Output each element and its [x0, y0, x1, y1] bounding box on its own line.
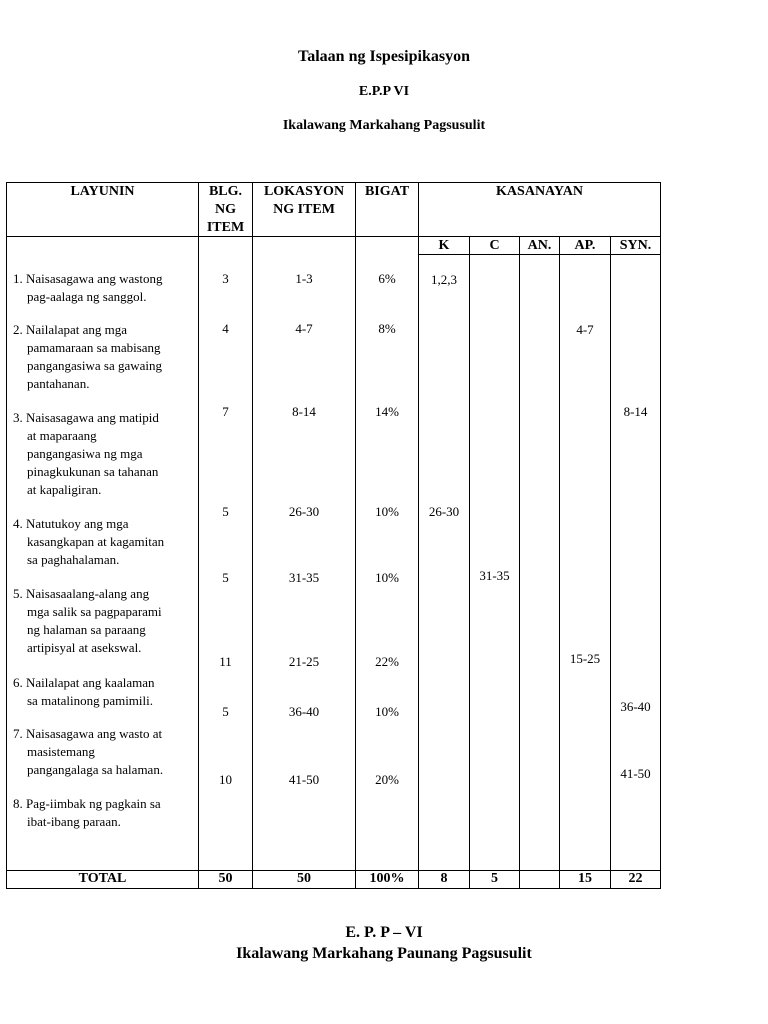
- objective-4: [13, 515, 201, 569]
- cell-lokasyon: 26-30: [288, 504, 320, 519]
- footer-title: E. P. P – VI: [345, 924, 423, 941]
- cell-bigat: 22%: [375, 654, 399, 669]
- objective-line: at kapaligiran.: [27, 482, 102, 497]
- cell-blg: 5: [222, 704, 229, 719]
- cell-lokasyon: 21-25: [288, 654, 320, 669]
- objective-line: at maparaang: [27, 428, 97, 443]
- cell-ap: 4-7: [576, 322, 594, 337]
- objective-line: 2. Nailalapat ang mga: [13, 322, 128, 337]
- objective-5: [13, 585, 201, 657]
- total-lokasyon: 50: [297, 871, 311, 886]
- objective-line: pinagkukunan sa tahanan: [27, 464, 159, 479]
- cell-bigat: 10%: [375, 704, 399, 719]
- subheader-ap: AP.: [574, 238, 596, 253]
- header-blg-line: ITEM: [206, 220, 245, 235]
- objective-line: ibat-ibang paraan.: [27, 814, 121, 829]
- objective-line: kasangkapan at kagamitan: [27, 534, 165, 549]
- total-bigat: 100%: [369, 871, 405, 886]
- objective-line: mga salik sa pagpaparami: [27, 604, 162, 619]
- objective-line: ng halaman sa paraang: [27, 622, 146, 637]
- header-blg-line: BLG.: [208, 184, 243, 199]
- objective-line: 1. Naisasagawa ang wastong: [13, 271, 163, 286]
- header-lokasyon-line: NG ITEM: [273, 202, 335, 217]
- objective-line: 5. Naisasaalang-alang ang: [13, 586, 150, 601]
- subheader-an: AN.: [527, 238, 552, 253]
- header-blg-line: NG: [215, 202, 236, 217]
- objective-line: pag-aalaga ng sanggol.: [27, 289, 147, 304]
- document-subtitle-subject: E.P.P VI: [358, 84, 410, 99]
- cell-bigat: 10%: [375, 504, 399, 519]
- objective-line: pangangalaga sa halaman.: [27, 762, 164, 777]
- objective-line: masistemang: [27, 744, 95, 759]
- objective-1: [13, 270, 201, 306]
- objective-line: pangangasiwa sa gawaing: [27, 358, 163, 373]
- objective-7: [13, 725, 201, 779]
- header-bigat: BIGAT: [364, 184, 410, 199]
- header-layunin: LAYUNIN: [70, 184, 135, 199]
- total-syn: 22: [628, 871, 643, 886]
- cell-bigat: 6%: [378, 271, 396, 286]
- objective-8: [13, 795, 201, 831]
- header-lokasyon: [253, 183, 355, 219]
- objective-line: sa matalinong pamimili.: [27, 693, 154, 708]
- cell-ap: 15-25: [569, 651, 601, 666]
- cell-syn: 41-50: [620, 766, 651, 781]
- total-label: TOTAL: [78, 871, 127, 886]
- objective-line: artipisyal at asekswal.: [27, 640, 142, 655]
- cell-c: 31-35: [479, 568, 510, 583]
- objective-2: [13, 321, 201, 393]
- cell-bigat: 10%: [375, 570, 399, 585]
- cell-blg: 5: [222, 504, 229, 519]
- footer-subtitle: Ikalawang Markahang Paunang Pagsusulit: [236, 945, 532, 962]
- total-c: 5: [491, 871, 498, 886]
- document-subtitle-exam: Ikalawang Markahang Pagsusulit: [282, 118, 486, 133]
- cell-blg: 5: [222, 570, 229, 585]
- cell-lokasyon: 1-3: [295, 271, 313, 286]
- objective-6: [13, 674, 201, 710]
- cell-bigat: 20%: [375, 772, 399, 787]
- subheader-syn: SYN.: [619, 238, 652, 253]
- cell-lokasyon: 36-40: [288, 704, 320, 719]
- header-lokasyon-line: LOKASYON: [263, 184, 345, 199]
- subheader-k: K: [438, 238, 450, 253]
- objective-line: sa paghahalaman.: [27, 552, 120, 567]
- objective-line: pamamaraan sa mabisang: [27, 340, 161, 355]
- objective-line: 7. Naisasagawa ang wasto at: [13, 726, 163, 741]
- cell-bigat: 14%: [375, 404, 399, 419]
- cell-blg: 7: [222, 404, 229, 419]
- cell-blg: 3: [222, 271, 229, 286]
- cell-syn: 36-40: [620, 699, 651, 714]
- total-ap: 15: [578, 871, 592, 886]
- cell-lokasyon: 4-7: [295, 321, 313, 336]
- objective-line: 6. Nailalapat ang kaalaman: [13, 675, 155, 690]
- total-blg: 50: [218, 871, 233, 886]
- header-blg: [199, 183, 252, 237]
- cell-bigat: 8%: [378, 321, 396, 336]
- cell-blg: 10: [219, 772, 232, 787]
- cell-k: 1,2,3: [431, 272, 457, 287]
- objective-line: pangangasiwa ng mga: [27, 446, 143, 461]
- total-k: 8: [440, 871, 448, 886]
- subheader-c: C: [489, 238, 500, 253]
- document-title: Talaan ng Ispesipikasyon: [298, 48, 470, 65]
- objective-line: pantahanan.: [27, 376, 90, 391]
- cell-k: 26-30: [428, 504, 460, 519]
- objective-3: [13, 409, 201, 499]
- cell-lokasyon: 41-50: [288, 772, 320, 787]
- cell-blg: 4: [222, 321, 229, 336]
- objective-line: 4. Natutukoy ang mga: [13, 516, 129, 531]
- header-kasanayan: KASANAYAN: [496, 184, 583, 199]
- objective-line: 8. Pag-iimbak ng pagkain sa: [13, 796, 161, 811]
- objective-line: 3. Naisasagawa ang matipid: [13, 410, 159, 425]
- cell-blg: 11: [219, 654, 232, 669]
- cell-lokasyon: 8-14: [292, 404, 316, 419]
- cell-syn: 8-14: [623, 404, 648, 419]
- cell-lokasyon: 31-35: [288, 570, 320, 585]
